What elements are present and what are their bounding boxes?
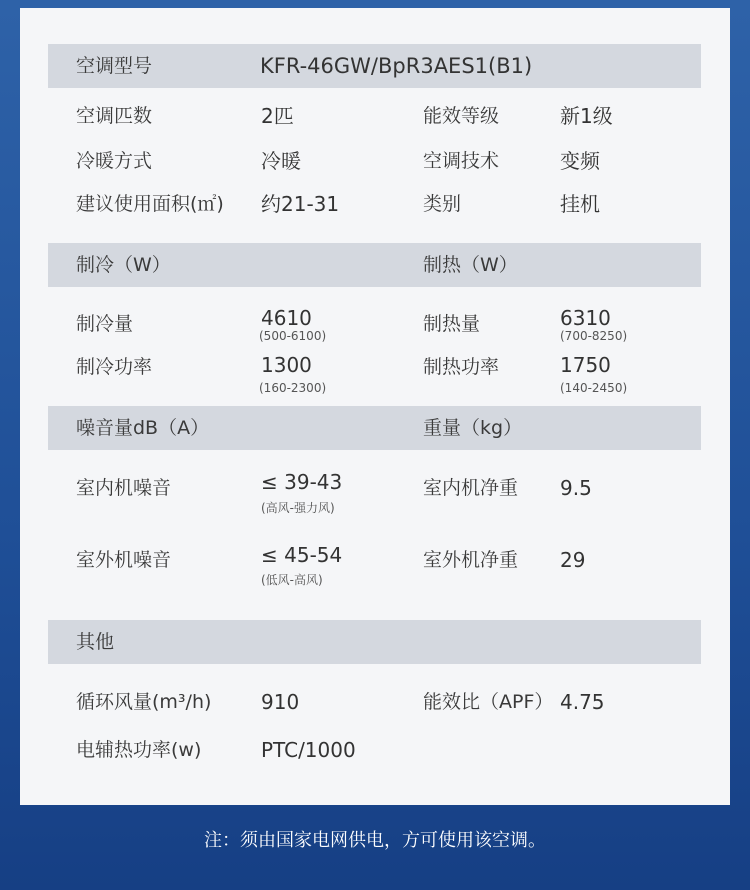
tech-label: 空调技术 [423,150,500,172]
other-header: 其他 [76,631,115,653]
noise-header: 噪音量dB（A） [76,417,210,439]
indoor-noise-value: ≤ 39-43 [261,470,343,494]
heating-capacity-range: (700-8250) [560,329,628,343]
heating-capacity-label: 制热量 [423,313,481,335]
model-label: 空调型号 [76,55,153,77]
hp-value: 2匹 [261,104,294,128]
other-header-bar [48,620,701,664]
area-label: 建议使用面积(㎡) [76,193,224,215]
outdoor-noise-note: (低风-高风) [261,573,323,587]
indoor-noise-label: 室内机噪音 [76,477,172,499]
apf-label: 能效比（APF） [423,691,554,713]
cooling-header: 制冷（W） [76,254,171,276]
heating-power-label: 制热功率 [423,356,500,378]
apf-value: 4.75 [560,690,605,714]
aux-heating-label: 电辅热功率(w) [76,739,202,761]
cooling-capacity-value: 4610 [261,306,312,330]
heating-power-range: (140-2450) [560,381,628,395]
outdoor-noise-label: 室外机噪音 [76,549,172,571]
indoor-weight-label: 室内机净重 [423,477,519,499]
model-value: KFR-46GW/BpR3AES1(B1) [260,54,533,78]
airflow-value: 910 [261,690,300,714]
heating-header: 制热（W） [423,254,518,276]
hp-label: 空调匹数 [76,105,153,127]
cooling-power-value: 1300 [261,353,312,377]
indoor-noise-note: (高风-强力风) [261,501,335,515]
aux-heating-value: PTC/1000 [261,738,356,762]
type-value: 挂机 [560,192,600,216]
area-value: 约21-31 [261,192,340,216]
spec-card [20,8,730,805]
cooling-capacity-label: 制冷量 [76,313,134,335]
cooling-power-range: (160-2300) [259,381,327,395]
outdoor-weight-label: 室外机净重 [423,549,519,571]
heating-capacity-value: 6310 [560,306,611,330]
heating-power-value: 1750 [560,353,611,377]
tech-value: 变频 [560,149,600,173]
mode-label: 冷暖方式 [76,150,153,172]
efficiency-value: 新1级 [560,104,613,128]
airflow-label: 循环风量(m³/h) [76,691,212,713]
footer-note: 注：须由国家电网供电，方可使用该空调。 [204,830,546,851]
indoor-weight-value: 9.5 [560,476,592,500]
outdoor-noise-value: ≤ 45-54 [261,543,343,567]
outdoor-weight-value: 29 [560,548,586,572]
cooling-power-label: 制冷功率 [76,356,153,378]
mode-value: 冷暖 [261,149,301,173]
type-label: 类别 [423,193,462,215]
efficiency-label: 能效等级 [423,105,500,127]
cooling-capacity-range: (500-6100) [259,329,327,343]
weight-header: 重量（kg） [423,417,523,439]
